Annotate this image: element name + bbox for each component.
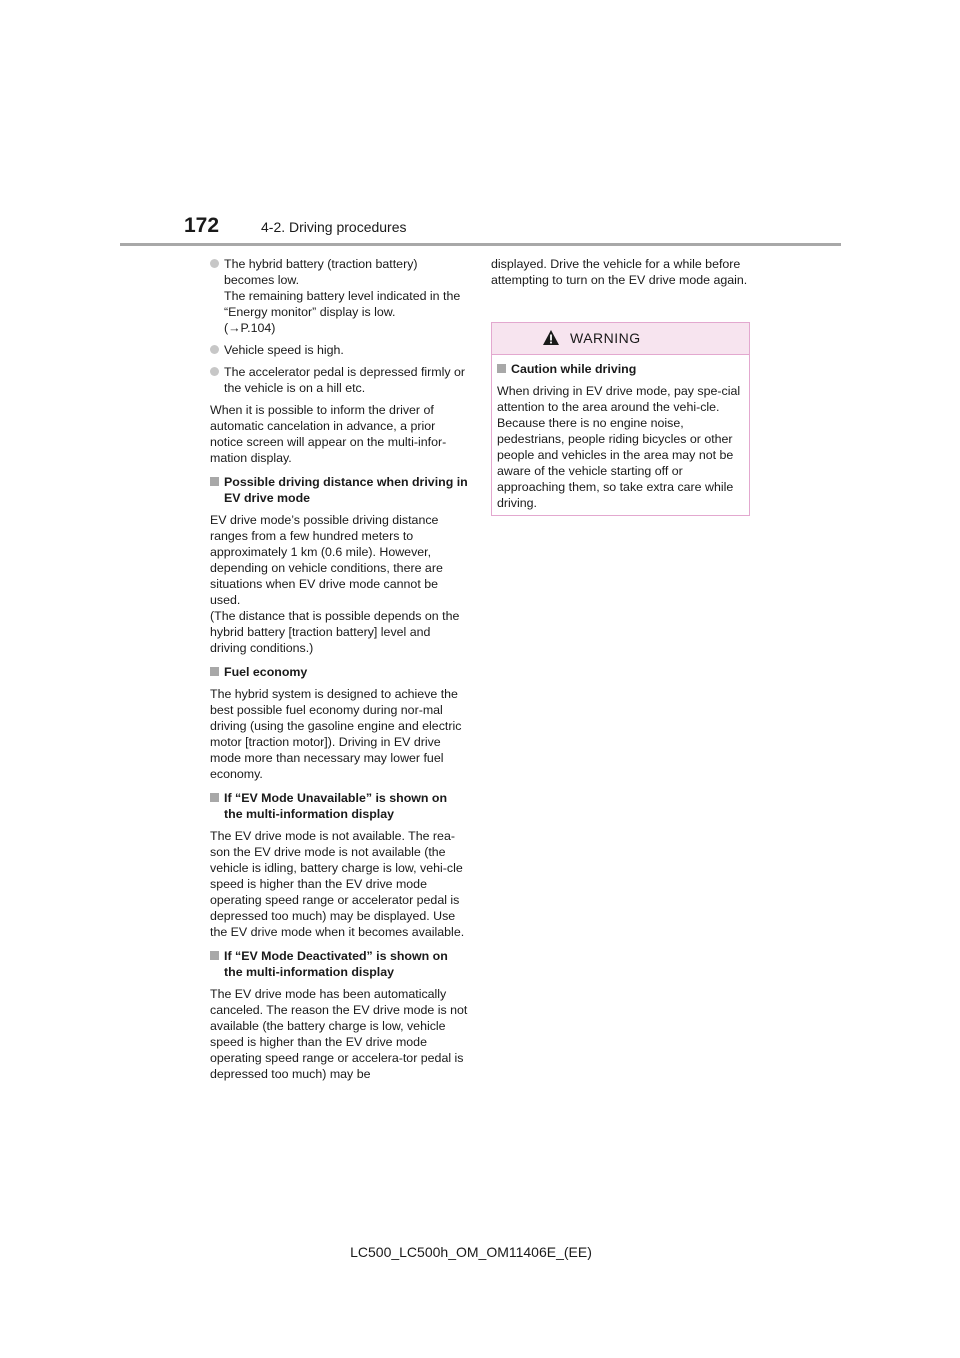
square-bullet-icon	[210, 951, 219, 960]
bullet-text: The hybrid battery (traction battery) becomes low.	[224, 257, 418, 287]
subheading-distance	[210, 474, 468, 506]
square-bullet-icon	[210, 477, 219, 486]
circle-bullet-icon	[210, 345, 219, 354]
subheading-fuel	[210, 664, 468, 680]
deactivated-paragraph: The EV drive mode has been automatically canceled. The reason the EV drive mode is not available (the battery charge is low, vehicle speed is higher than the EV drive mode operating speed range or accelera-tor pedal is depressed too much) may be	[210, 987, 468, 1081]
warning-triangle-icon	[542, 329, 560, 346]
warning-body	[492, 355, 749, 511]
header-divider	[120, 243, 841, 246]
warning-text: When driving in EV drive mode, pay spe-cial attention to the area around the vehi-cle. Because there is no engine noise, pedestrians, people riding bicycles or other people and vehicles in the area may not be aware of the vehicle starting off or approaching them, so take extra care while driving.	[497, 384, 741, 510]
left-column	[210, 256, 468, 1088]
square-bullet-icon	[210, 667, 219, 676]
distance-paragraph-note: (The distance that is possible depends on the hybrid battery [traction battery] level and driving conditions.)	[210, 609, 460, 655]
subheading-text: Possible driving distance when driving in EV drive mode	[224, 475, 468, 505]
page-reference: (→P.104)	[224, 321, 276, 335]
bullet-text: The accelerator pedal is depressed firmly or the vehicle is on a hill etc.	[224, 365, 466, 395]
subheading-text: If “EV Mode Deactivated” is shown on the multi-information display	[224, 949, 448, 979]
notice-paragraph: When it is possible to inform the driver of automatic cancelation in advance, a prior notice screen will appear on the multi-infor-mation display.	[210, 403, 447, 465]
square-bullet-icon	[210, 793, 219, 802]
page-header	[0, 0, 960, 250]
right-column	[491, 256, 753, 294]
continued-paragraph: displayed. Drive the vehicle for a while before attempting to turn on the EV drive mode again.	[491, 257, 748, 287]
fuel-paragraph: The hybrid system is designed to achieve the best possible fuel economy during nor-mal driving (using the gasoline engine and electric motor [traction motor]). Driving in EV drive mode more than necessary may lower fuel economy.	[210, 687, 462, 781]
distance-paragraph: EV drive mode’s possible driving distance ranges from a few hundred meters to approximately 1 km (0.6 mile). However, depending on vehicle conditions, there are situations when EV drive mode cannot be used.	[210, 513, 443, 607]
circle-bullet-icon	[210, 259, 219, 268]
unavailable-paragraph: The EV drive mode is not available. The rea-son the EV drive mode is not available (the vehicle is idling, battery charge is low, vehi-cle speed is higher than the EV drive mode operating speed range or accelerator pedal is depressed too much) may be displayed. Use the EV drive mode when it becomes available.	[210, 829, 465, 939]
section-title: 4-2. Driving procedures	[261, 219, 407, 235]
square-bullet-icon	[497, 364, 506, 373]
document-code: LC500_LC500h_OM_OM11406E_(EE)	[350, 1244, 592, 1260]
warning-box	[491, 322, 750, 516]
warning-subheading	[497, 361, 743, 377]
page-footer	[0, 1244, 960, 1260]
warning-header	[492, 323, 749, 355]
bullet-text: Vehicle speed is high.	[224, 343, 344, 357]
bullet-text: The remaining battery level indicated in the “Energy monitor” display is low.	[224, 289, 461, 319]
subheading-text: Fuel economy	[224, 665, 308, 679]
list-item	[210, 364, 468, 396]
page-number: 172	[184, 214, 220, 237]
warning-title: WARNING	[570, 330, 641, 346]
subheading-text: Caution while driving	[511, 362, 637, 376]
circle-bullet-icon	[210, 367, 219, 376]
subheading-deactivated	[210, 948, 468, 980]
list-item	[210, 256, 468, 336]
subheading-unavailable	[210, 790, 468, 822]
subheading-text: If “EV Mode Unavailable” is shown on the multi-information display	[224, 791, 448, 821]
list-item	[210, 342, 468, 358]
